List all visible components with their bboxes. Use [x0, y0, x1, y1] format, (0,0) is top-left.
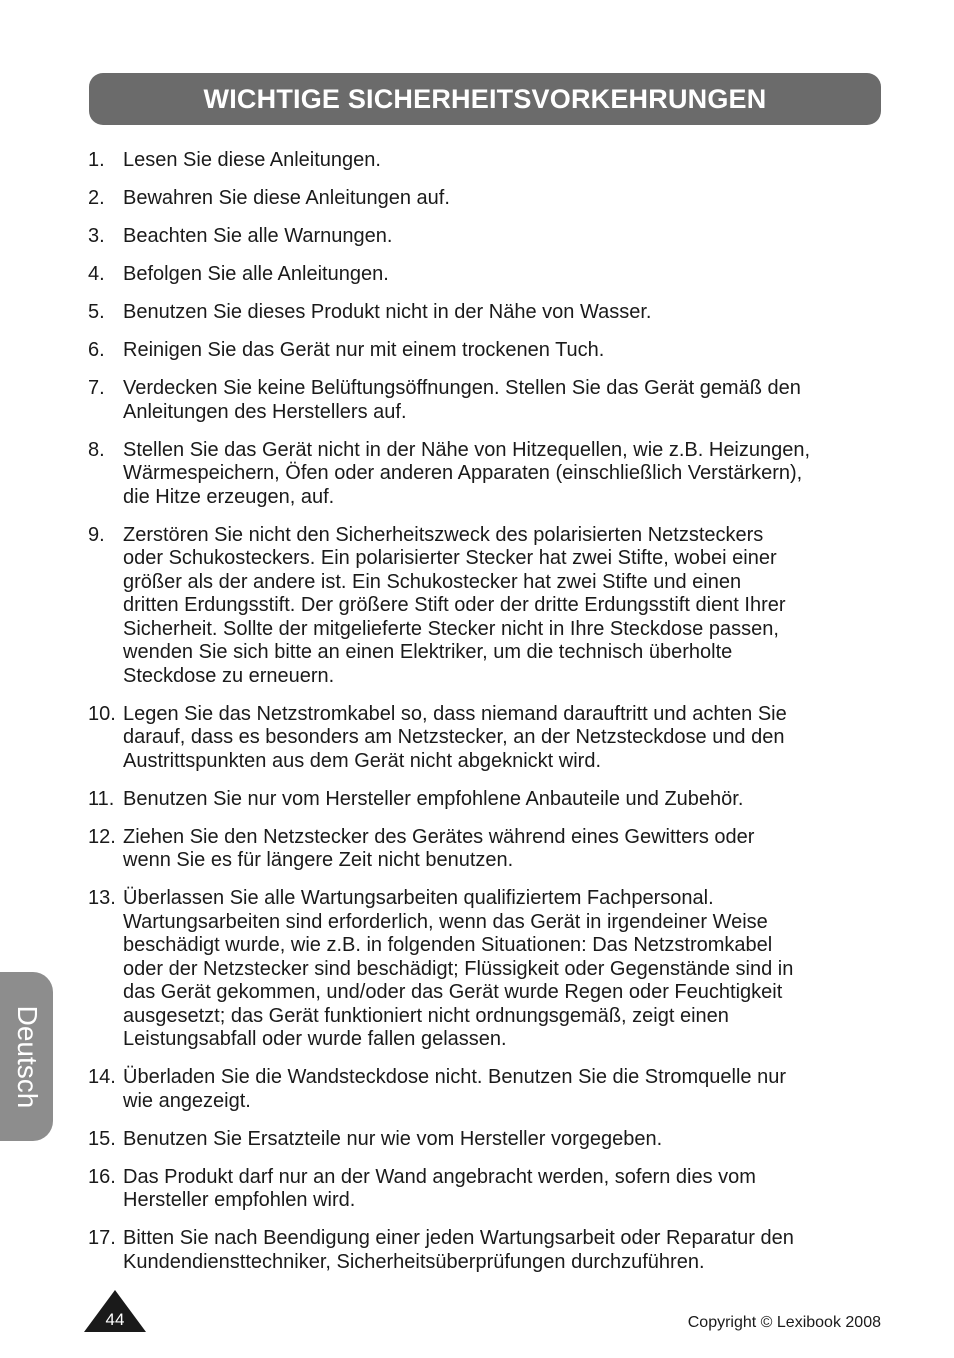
page-number: 44 — [105, 1310, 125, 1329]
list-item-text: Legen Sie das Netzstromkabel so, dass niemand darauftritt und achten Sie darauf, dass es besonders am Netzstecker, an der Netzsteckdose und den Austrittspunkten aus dem Gerät nicht abgeknickt wird. — [123, 702, 787, 772]
list-item — [88, 339, 888, 363]
list-item-text: Stellen Sie das Gerät nicht in der Nähe von Hitzequellen, wie z.B. Heizungen, Wärmespeichern, Öfen oder anderen Apparaten (einschließlich Verstärkern), die Hitze erzeugen, auf. — [123, 438, 811, 508]
list-item — [88, 263, 888, 287]
list-item-number: 2. — [88, 187, 105, 209]
list-item-text: Verdecken Sie keine Belüftungsöffnungen. Stellen Sie das Gerät gemäß den Anleitungen des Herstellers auf. — [123, 377, 801, 423]
list-item — [88, 1128, 888, 1152]
list-item-number: 4. — [88, 263, 105, 285]
list-item-number: 13. — [88, 887, 116, 909]
list-item-number: 5. — [88, 301, 105, 323]
list-item — [88, 1066, 888, 1113]
list-item-number: 6. — [88, 339, 105, 361]
list-item — [88, 788, 888, 812]
list-item — [88, 1227, 888, 1274]
list-item-number: 10. — [88, 702, 116, 725]
list-item-text: Überlassen Sie alle Wartungsarbeiten qualifiziertem Fachpersonal. Wartungsarbeiten sind erforderlich, wenn das Gerät in irgendeiner Weise beschädigt wurde, wie z.B. in folgenden Situationen: Das Netzstromkabel oder der Netzstecker sind beschädigt; Flüssigkeit oder Gegenstände sind in das Gerät gekommen, und/oder das Gerät wurde Regen oder Feuchtigkeit ausgesetzt; das Gerät funktioniert nicht ordnungsgemäß, zeigt einen Leistungsabfall oder wurde fallen gelassen. — [123, 887, 794, 1050]
list-item — [88, 1166, 888, 1213]
copyright-notice: Copyright © Lexibook 2008 — [687, 1314, 881, 1331]
list-item-text: Benutzen Sie Ersatzteile nur wie vom Hersteller vorgegeben. — [123, 1127, 663, 1150]
list-item-number: 12. — [88, 825, 116, 848]
list-item-text: Zerstören Sie nicht den Sicherheitszweck des polarisierten Netzsteckers oder Schukosteckers. Ein polarisierter Stecker hat zwei Stifte, wobei einer größer als der andere ist. Ein Schukostecker hat zwei Stifte und einen dritten Erdungsstift. Der größere Stift oder der dritte Erdungsstift dient Ihrer Sicherheit. Sollte der mitgelieferte Stecker nicht in Ihre Steckdose passen, wenden Sie sich bitte an einen Elektriker, um die technisch überholte Steckdose zu erneuern. — [123, 523, 786, 687]
safety-instructions-list — [88, 149, 888, 1289]
list-item — [88, 301, 888, 325]
list-item-text: Bewahren Sie diese Anleitungen auf. — [123, 187, 450, 209]
list-item-number: 9. — [88, 523, 105, 546]
list-item — [88, 149, 888, 173]
list-item-text: Das Produkt darf nur an der Wand angebracht werden, sofern dies vom Hersteller empfohlen wird. — [123, 1165, 756, 1211]
list-item-number: 3. — [88, 225, 105, 247]
list-item — [88, 377, 888, 424]
list-item-number: 7. — [88, 377, 105, 399]
list-item — [88, 439, 888, 510]
list-item-text: Ziehen Sie den Netzstecker des Gerätes während eines Gewitters oder wenn Sie es für längere Zeit nicht benutzen. — [123, 825, 755, 871]
language-tab-label: Deutsch — [11, 1005, 43, 1108]
list-item-number: 15. — [88, 1127, 116, 1150]
list-item — [88, 225, 888, 249]
list-item-text: Bitten Sie nach Beendigung einer jeden Wartungsarbeit oder Reparatur den Kundendiensttechniker, Sicherheitsüberprüfungen durchzuführen. — [123, 1227, 794, 1273]
list-item — [88, 826, 888, 873]
list-item-text: Benutzen Sie dieses Produkt nicht in der Nähe von Wasser. — [123, 301, 652, 323]
list-item-number: 14. — [88, 1066, 116, 1088]
list-item — [88, 887, 888, 1052]
list-item-text: Überladen Sie die Wandsteckdose nicht. Benutzen Sie die Stromquelle nur wie angezeigt. — [123, 1066, 786, 1112]
page-title: WICHTIGE SICHERHEITSVORKEHRUNGEN — [203, 83, 767, 114]
list-item-text: Reinigen Sie das Gerät nur mit einem trockenen Tuch. — [123, 339, 605, 361]
language-tab — [0, 972, 53, 1141]
list-item-number: 11. — [88, 787, 115, 810]
list-item — [88, 703, 888, 774]
list-item-number: 1. — [88, 149, 105, 171]
list-item-text: Benutzen Sie nur vom Hersteller empfohlene Anbauteile und Zubehör. — [123, 787, 744, 810]
list-item — [88, 187, 888, 211]
list-item-number: 17. — [88, 1227, 116, 1249]
list-item-text: Lesen Sie diese Anleitungen. — [123, 149, 381, 171]
list-item-text: Befolgen Sie alle Anleitungen. — [123, 263, 389, 285]
list-item-number: 16. — [88, 1165, 116, 1188]
title-banner — [89, 73, 881, 125]
list-item — [88, 524, 888, 689]
list-item-number: 8. — [88, 438, 105, 461]
list-item-text: Beachten Sie alle Warnungen. — [123, 225, 393, 247]
